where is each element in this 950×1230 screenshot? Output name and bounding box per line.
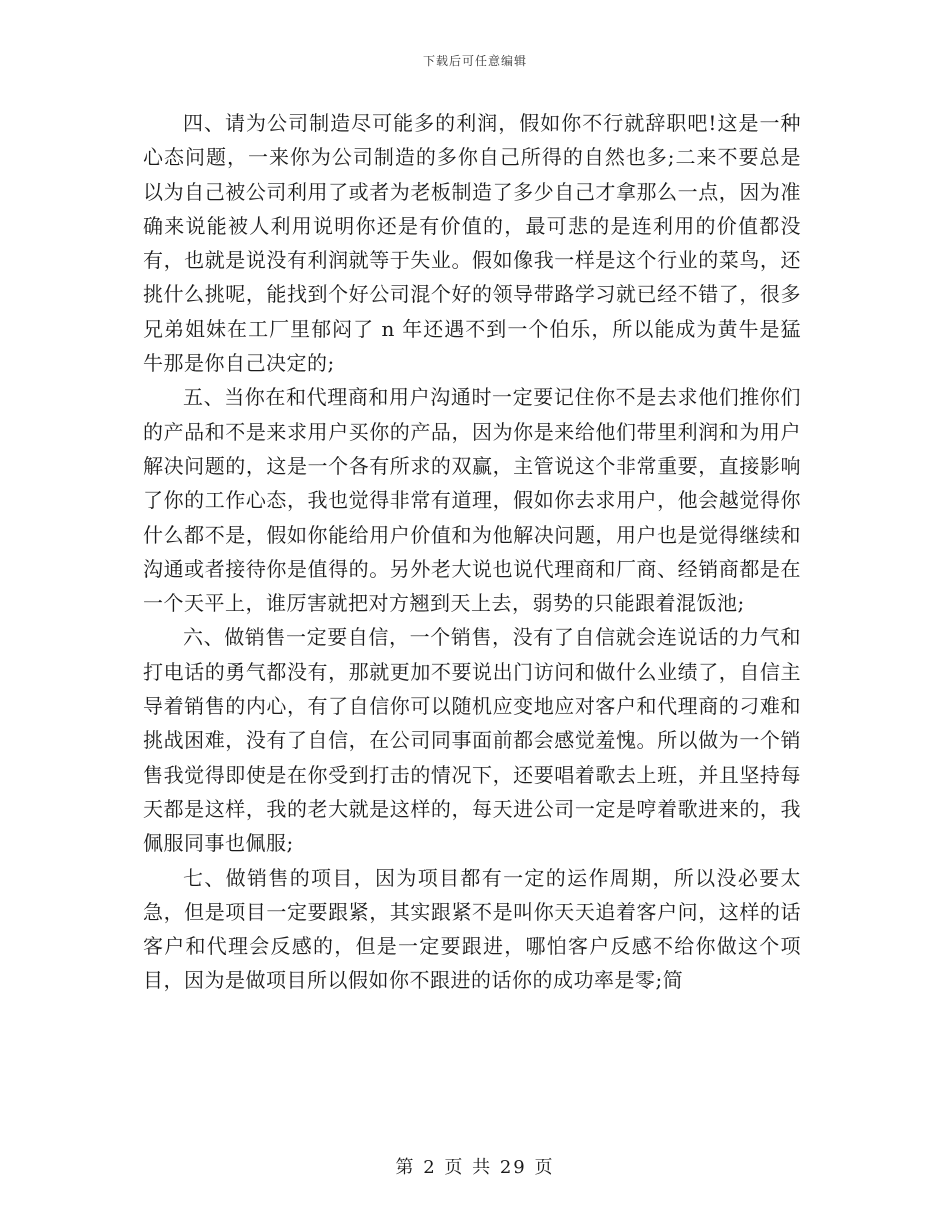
- document-body: [143, 106, 801, 998]
- header-note: 下载后可任意编辑: [422, 54, 527, 68]
- paragraph-seven: 七、做销售的项目，因为项目都有一定的运作周期，所以没必要太急，但是项目一定要跟紧，其实跟紧不是叫你天天追着客户问，这样的话客户和代理会反感的，但是一定要跟进，哪怕客户反感不给你做这个项目，因为是做项目所以假如你不跟进的话你的成功率是零;简: [143, 865, 801, 993]
- paragraph-six: 六、做销售一定要自信，一个销售，没有了自信就会连说话的力气和打电话的勇气都没有，那就更加不要说出门访问和做什么业绩了，自信主导着销售的内心，有了自信你可以随机应变地应对客户和代理商的刁难和挑战困难，没有了自信，在公司同事面前都会感觉羞愧。所以做为一个销售我觉得即使是在你受到打击的情况下，还要唱着歌去上班，并且坚持每天都是这样，我的老大就是这样的，每天进公司一定是哼着歌进来的，我佩服同事也佩服;: [143, 625, 801, 856]
- paragraph-four: 四、请为公司制造尽可能多的利润，假如你不行就辞职吧!这是一种心态问题，一来你为公司制造的多你自己所得的自然也多;二来不要总是以为自己被公司利用了或者为老板制造了多少自己才拿那么一点，因为准确来说能被人利用说明你还是有价值的，最可悲的是连利用的价值都没有，也就是说没有利润就等于失业。假如像我一样是这个行业的菜鸟，还挑什么挑呢，能找到个好公司混个好的领导带路学习就已经不错了，很多兄弟姐妹在工厂里郁闷了 n 年还遇不到一个伯乐，所以能成为黄牛是猛牛那是你自己决定的;: [143, 111, 801, 376]
- page-number-footer: 第 2 页 共 29 页: [395, 1157, 555, 1178]
- paragraph-five: 五、当你在和代理商和用户沟通时一定要记住你不是去求他们推你们的产品和不是来求用户买你的产品，因为你是来给他们带里利润和为用户解决问题的，这是一个各有所求的双赢，主管说这个非常重要，直接影响了你的工作心态，我也觉得非常有道理，假如你去求用户，他会越觉得你什么都不是，假如你能给用户价值和为他解决问题，用户也是觉得继续和沟通或者接待你是值得的。另外老大说也说代理商和厂商、经销商都是在一个天平上，谁厉害就把对方翘到天上去，弱势的只能跟着混饭池;: [143, 385, 801, 616]
